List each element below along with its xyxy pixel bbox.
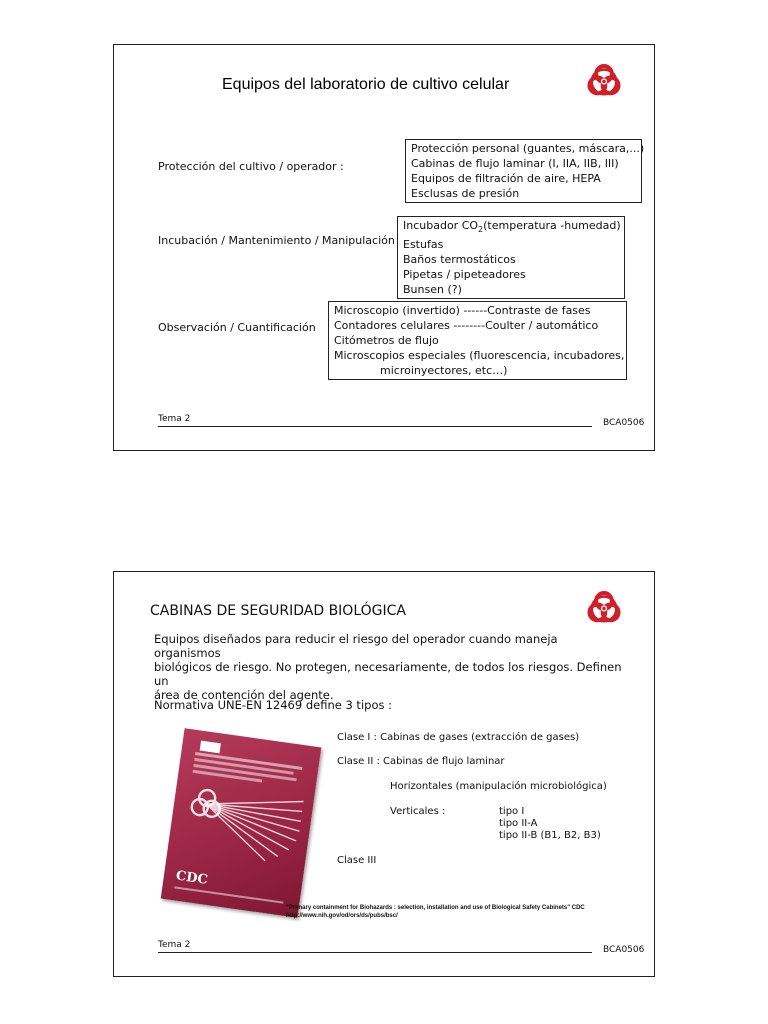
normativa-text: Normativa UNE-EN 12469 define 3 tipos : [154,698,392,712]
book-footer-line [174,886,283,903]
list-item: Bunsen (?) [403,283,462,297]
verticales-text: Verticales : [390,806,446,817]
horizontales-text: Horizontales (manipulación microbiológica) [390,781,607,792]
clase-1-text: Clase I : Cabinas de gases (extracción de gases) [337,732,580,743]
footer-divider [158,952,592,953]
description-paragraph [154,632,624,702]
box-observacion [328,301,627,380]
tipo-list [499,806,601,842]
reference-line: "Primary containment for Biohazards : selection, installation and use of Biological Safety Cabinets" CDC [286,905,585,911]
slide-1-title: Equipos del laboratorio de cultivo celular [222,76,510,93]
list-item: Pipetas / pipeteadores [403,268,526,282]
list-item: Citómetros de flujo [334,334,439,347]
list-item: Esclusas de presión [411,187,520,200]
footer-left: Tema 2 [158,940,191,950]
footer-left: Tema 2 [158,414,191,424]
list-item: microinyectores, etc…) [380,364,508,377]
slide-1 [113,44,655,451]
list-item: Contadores celulares --------Coulter / automático [334,319,599,332]
biohazard-icon [582,586,626,630]
row-label-observacion: Observación / Cuantificación [158,321,316,334]
book-cover-image [161,728,322,918]
list-item: Microscopios especiales (fluorescencia, incubadores, [334,349,625,362]
box-proteccion [405,139,645,203]
list-item: Estufas [403,238,444,252]
book-rays-graphic [176,781,306,877]
slide-2 [113,571,655,977]
slide-2-title: CABINAS DE SEGURIDAD BIOLÓGICA [150,603,406,619]
book-emblem [200,741,221,754]
paragraph-line: área de contención del agente. [154,688,334,702]
list-item: Incubador $CO_2(temperatura$ -humedad) [403,219,621,235]
paragraph-line: Equipos diseñados para reducir el riesgo del operador cuando maneja organismos [154,632,558,660]
book-logo-text: CDC [174,868,209,888]
footer-right: BCA0506 [603,418,645,428]
list-item: tipo II-A [499,818,538,829]
list-item: Equipos de filtración de aire, HEPA [411,172,601,185]
list-item: Protección personal (guantes, máscara,...) [411,142,645,155]
biohazard-icon [582,59,626,103]
box-incubacion [397,216,625,299]
footer-right: BCA0506 [603,945,645,955]
clase-3-text: Clase III [337,855,377,866]
list-item: Baños termostáticos [403,253,516,267]
reference-citation [286,904,585,920]
list-item: tipo I [499,806,525,817]
list-item: Microscopio (invertido) ------Contraste de fases [334,304,591,317]
row-label-incubacion: Incubación / Mantenimiento / Manipulación [158,234,395,247]
list-item: tipo II-B (B1, B2, B3) [499,830,601,841]
list-item: Cabinas de flujo laminar (I, IIA, IIB, III) [411,157,619,170]
paragraph-line: biológicos de riesgo. No protegen, necesariamente, de todos los riesgos. Definen un [154,660,622,688]
row-label-proteccion: Protección del cultivo / operador : [158,160,344,173]
footer-divider [158,426,592,427]
clase-2-text: Clase II : Cabinas de flujo laminar [337,756,505,767]
reference-link: http://www.nih.gov/od/ors/ds/pubs/bsc/ [286,913,398,919]
